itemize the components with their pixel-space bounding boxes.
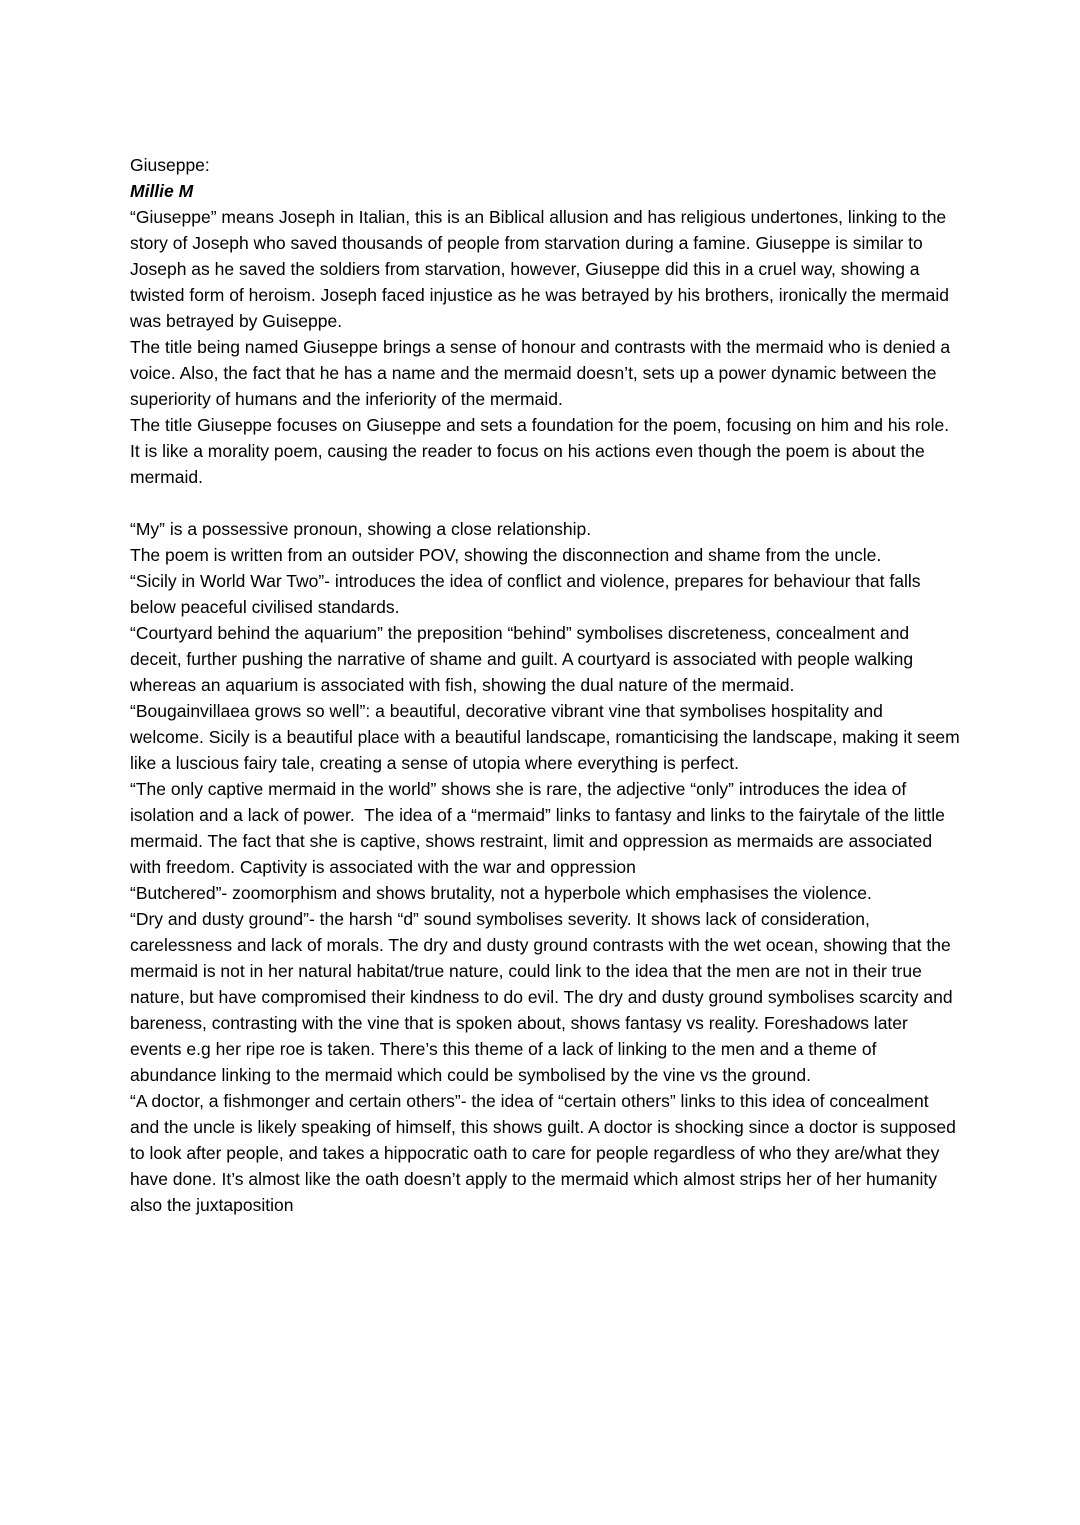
paragraph-sicily-ww2: “Sicily in World War Two”- introduces the idea of conflict and violence, prepares for behaviour that falls below peaceful civilised standards. — [130, 571, 926, 617]
paragraph-bougainvillaea: “Bougainvillaea grows so well”: a beautiful, decorative vibrant vine that symbolises hospitality and welcome. Sicily is a beautiful place with a beautiful landscape, romanticising the landscape, making it seem like a luscious fairy tale, creating a sense of utopia where everything is perfect. — [130, 701, 965, 773]
paragraph-doctor-fishmonger: “A doctor, a fishmonger and certain others”- the idea of “certain others” links to this idea of concealment and the uncle is likely speaking of himself, this shows guilt. A doctor is shocking since a doctor is supposed to look after people, and takes a hippocratic oath to care for people regardless of who they are/what they have done. It’s almost like the oath doesn’t apply to the mermaid which almost strips her of her humanity also the juxtaposition — [130, 1091, 961, 1215]
document-heading: Giuseppe: — [130, 155, 210, 175]
paragraph-outsider-pov: The poem is written from an outsider POV, showing the disconnection and shame from the uncle. — [130, 545, 882, 565]
paragraph-my-pronoun: “My” is a possessive pronoun, showing a close relationship. — [130, 519, 592, 539]
paragraph-title-analysis-3: The title Giuseppe focuses on Giuseppe and sets a foundation for the poem, focusing on him and his role. It is like a morality poem, causing the reader to focus on his actions even though the poem is about the mermaid. — [130, 415, 954, 487]
paragraph-title-analysis-2: The title being named Giuseppe brings a sense of honour and contrasts with the mermaid who is denied a voice. Also, the fact that he has a name and the mermaid doesn’t, sets up a power dynamic between the superiority of humans and the inferiority of the mermaid. — [130, 337, 955, 409]
paragraph-butchered: “Butchered”- zoomorphism and shows brutality, not a hyperbole which emphasises the violence. — [130, 883, 872, 903]
document-text — [130, 152, 965, 1218]
paragraph-dry-dusty-ground: “Dry and dusty ground”- the harsh “d” sound symbolises severity. It shows lack of consideration, carelessness and lack of morals. The dry and dusty ground contrasts with the wet ocean, showing that the mermaid is not in her natural habitat/true nature, could link to the idea that the men are not in their true nature, but have compromised their kindness to do evil. The dry and dusty ground symbolises scarcity and bareness, contrasting with the vine that is spoken about, shows fantasy vs reality. Foreshadows later events e.g her ripe roe is taken. There’s this theme of a lack of linking to the men and a theme of abundance linking to the mermaid which could be symbolised by the vine vs the ground. — [130, 909, 958, 1085]
paragraph-title-analysis-1: “Giuseppe” means Joseph in Italian, this is an Biblical allusion and has religious undertones, linking to the story of Joseph who saved thousands of people from starvation during a famine. Giuseppe is similar to Joseph as he saved the soldiers from starvation, however, Giuseppe did this in a cruel way, showing a twisted form of heroism. Joseph faced injustice as he was betrayed by his brothers, ironically the mermaid was betrayed by Guiseppe. — [130, 207, 954, 331]
author-name: Millie M — [130, 181, 194, 201]
paragraph-courtyard-aquarium: “Courtyard behind the aquarium” the preposition “behind” symbolises discreteness, concealment and deceit, further pushing the narrative of shame and guilt. A courtyard is associated with people walking whereas an aquarium is associated with fish, showing the dual nature of the mermaid. — [130, 623, 918, 695]
paragraph-captive-mermaid: “The only captive mermaid in the world” shows she is rare, the adjective “only” introduces the idea of isolation and a lack of power. The idea of a “mermaid” links to fantasy and links to the fairytale of the little mermaid. The fact that she is captive, shows restraint, limit and oppression as mermaids are associated with freedom. Captivity is associated with the war and oppression — [130, 779, 950, 877]
